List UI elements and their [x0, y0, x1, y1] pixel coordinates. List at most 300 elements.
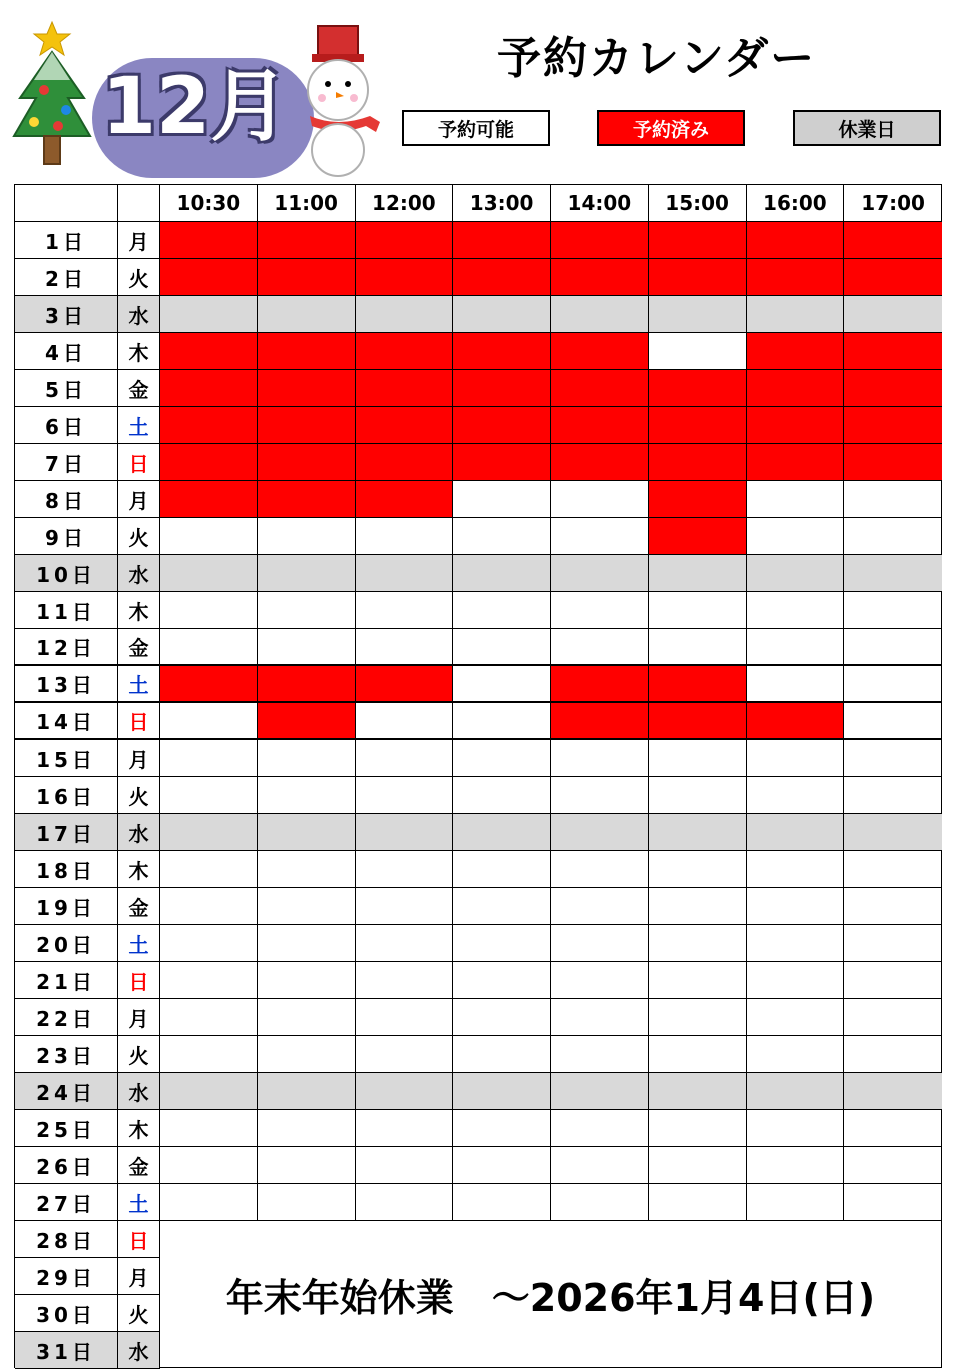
slot-available[interactable] [356, 518, 454, 555]
slot-available[interactable] [160, 518, 258, 555]
holiday-notice: 年末年始休業 ～2026年1月4日(日) [160, 1221, 941, 1367]
day-of-week: 水 [118, 1073, 160, 1110]
slot-booked[interactable] [551, 259, 649, 296]
slot-available[interactable] [844, 851, 942, 888]
slot-closed[interactable] [258, 296, 356, 333]
slot-available[interactable] [356, 999, 454, 1036]
slot-booked[interactable] [551, 222, 649, 259]
slot-available[interactable] [747, 1110, 845, 1147]
slot-available[interactable] [551, 592, 649, 629]
slot-available[interactable] [160, 1110, 258, 1147]
slot-available[interactable] [453, 777, 551, 814]
month-label: 12月 [101, 62, 289, 152]
day-row [15, 629, 941, 666]
day-row [15, 1073, 941, 1110]
slot-booked[interactable] [258, 666, 356, 703]
slot-booked[interactable] [453, 407, 551, 444]
slot-available[interactable] [453, 1184, 551, 1221]
slot-closed[interactable] [844, 1073, 942, 1110]
slot-available[interactable] [844, 999, 942, 1036]
slot-available[interactable] [258, 1036, 356, 1073]
slot-booked[interactable] [160, 333, 258, 370]
slot-booked[interactable] [356, 444, 454, 481]
slot-booked[interactable] [844, 259, 942, 296]
slot-booked[interactable] [747, 259, 845, 296]
slot-available[interactable] [649, 333, 747, 370]
slot-available[interactable] [258, 1184, 356, 1221]
slot-booked[interactable] [258, 703, 356, 740]
slot-booked[interactable] [649, 518, 747, 555]
day-date: 13日 [15, 666, 118, 703]
slot-available[interactable] [551, 777, 649, 814]
slot-available[interactable] [453, 999, 551, 1036]
slot-available[interactable] [551, 925, 649, 962]
slot-booked[interactable] [453, 444, 551, 481]
slot-available[interactable] [551, 851, 649, 888]
slot-closed[interactable] [844, 555, 942, 592]
slot-available[interactable] [747, 999, 845, 1036]
slot-booked[interactable] [551, 703, 649, 740]
slot-booked[interactable] [160, 370, 258, 407]
day-row [15, 1184, 941, 1221]
slot-booked[interactable] [747, 370, 845, 407]
day-of-week: 木 [118, 851, 160, 888]
slot-available[interactable] [747, 740, 845, 777]
slot-available[interactable] [453, 518, 551, 555]
slot-closed[interactable] [356, 296, 454, 333]
slot-available[interactable] [649, 925, 747, 962]
slot-booked[interactable] [160, 666, 258, 703]
day-date: 4日 [15, 333, 118, 370]
slot-booked[interactable] [160, 444, 258, 481]
day-date: 6日 [15, 407, 118, 444]
slot-booked[interactable] [747, 444, 845, 481]
day-of-week: 月 [118, 481, 160, 518]
slot-available[interactable] [747, 777, 845, 814]
slot-available[interactable] [258, 925, 356, 962]
day-date: 20日 [15, 925, 118, 962]
slot-closed[interactable] [747, 296, 845, 333]
slot-available[interactable] [844, 518, 942, 555]
slot-available[interactable] [649, 962, 747, 999]
slot-booked[interactable] [356, 407, 454, 444]
slot-available[interactable] [551, 481, 649, 518]
day-of-week: 水 [118, 296, 160, 333]
slot-available[interactable] [258, 1147, 356, 1184]
slot-available[interactable] [747, 592, 845, 629]
day-date: 12日 [15, 629, 118, 666]
day-row [15, 555, 941, 592]
day-date: 14日 [15, 703, 118, 740]
slot-booked[interactable] [356, 259, 454, 296]
slot-available[interactable] [356, 851, 454, 888]
slot-available[interactable] [258, 777, 356, 814]
time-header: 17:00 [844, 185, 942, 222]
day-of-week: 金 [118, 370, 160, 407]
slot-available[interactable] [258, 888, 356, 925]
slot-available[interactable] [551, 962, 649, 999]
slot-booked[interactable] [258, 444, 356, 481]
slot-closed[interactable] [747, 814, 845, 851]
slot-available[interactable] [258, 518, 356, 555]
day-of-week: 金 [118, 1147, 160, 1184]
slot-available[interactable] [649, 777, 747, 814]
slot-available[interactable] [747, 851, 845, 888]
slot-available[interactable] [356, 888, 454, 925]
slot-closed[interactable] [356, 555, 454, 592]
slot-available[interactable] [356, 1110, 454, 1147]
slot-closed[interactable] [356, 814, 454, 851]
day-of-week: 土 [118, 407, 160, 444]
slot-available[interactable] [258, 740, 356, 777]
day-row [15, 888, 941, 925]
time-header: 13:00 [453, 185, 551, 222]
slot-booked[interactable] [258, 407, 356, 444]
day-of-week: 火 [118, 777, 160, 814]
slot-available[interactable] [160, 777, 258, 814]
day-date: 29日 [15, 1258, 118, 1295]
slot-available[interactable] [844, 666, 942, 703]
slot-available[interactable] [453, 962, 551, 999]
slot-closed[interactable] [649, 814, 747, 851]
day-of-week: 木 [118, 592, 160, 629]
legend-booked: 予約済み [597, 110, 745, 146]
day-date: 31日 [15, 1332, 118, 1369]
day-date: 24日 [15, 1073, 118, 1110]
slot-available[interactable] [160, 999, 258, 1036]
slot-available[interactable] [649, 851, 747, 888]
slot-available[interactable] [258, 851, 356, 888]
slot-booked[interactable] [356, 333, 454, 370]
slot-available[interactable] [844, 1147, 942, 1184]
reservation-calendar [14, 184, 942, 1368]
slot-available[interactable] [551, 888, 649, 925]
day-date: 17日 [15, 814, 118, 851]
slot-available[interactable] [747, 1036, 845, 1073]
day-row [15, 518, 941, 555]
slot-available[interactable] [356, 962, 454, 999]
slot-available[interactable] [649, 629, 747, 666]
slot-booked[interactable] [453, 333, 551, 370]
slot-available[interactable] [551, 518, 649, 555]
slot-closed[interactable] [453, 296, 551, 333]
day-date: 22日 [15, 999, 118, 1036]
slot-booked[interactable] [551, 666, 649, 703]
slot-available[interactable] [551, 999, 649, 1036]
slot-available[interactable] [747, 666, 845, 703]
day-row [15, 296, 941, 333]
slot-available[interactable] [258, 592, 356, 629]
slot-booked[interactable] [160, 481, 258, 518]
slot-closed[interactable] [844, 814, 942, 851]
day-date: 9日 [15, 518, 118, 555]
slot-available[interactable] [844, 1184, 942, 1221]
slot-available[interactable] [258, 999, 356, 1036]
slot-available[interactable] [844, 629, 942, 666]
slot-available[interactable] [160, 1036, 258, 1073]
time-header-row [15, 185, 941, 222]
slot-closed[interactable] [747, 1073, 845, 1110]
header-date-blank [15, 185, 118, 222]
day-row [15, 481, 941, 518]
slot-available[interactable] [160, 962, 258, 999]
slot-available[interactable] [258, 629, 356, 666]
slot-booked[interactable] [258, 333, 356, 370]
slot-booked[interactable] [747, 703, 845, 740]
day-of-week: 日 [118, 1221, 160, 1258]
slot-booked[interactable] [649, 370, 747, 407]
day-of-week: 日 [118, 444, 160, 481]
slot-available[interactable] [844, 703, 942, 740]
slot-available[interactable] [551, 1147, 649, 1184]
slot-available[interactable] [551, 1036, 649, 1073]
slot-booked[interactable] [649, 259, 747, 296]
header-dow-blank [118, 185, 160, 222]
slot-closed[interactable] [649, 296, 747, 333]
slot-available[interactable] [160, 703, 258, 740]
slot-available[interactable] [160, 592, 258, 629]
page-title: 予約カレンダー [497, 33, 817, 84]
slot-available[interactable] [844, 1036, 942, 1073]
slot-available[interactable] [649, 1184, 747, 1221]
day-date: 8日 [15, 481, 118, 518]
day-date: 27日 [15, 1184, 118, 1221]
day-of-week: 水 [118, 814, 160, 851]
slot-available[interactable] [747, 481, 845, 518]
slot-booked[interactable] [844, 370, 942, 407]
slot-available[interactable] [747, 962, 845, 999]
day-date: 15日 [15, 740, 118, 777]
slot-available[interactable] [453, 740, 551, 777]
legend-closed: 休業日 [793, 110, 941, 146]
slot-available[interactable] [844, 592, 942, 629]
slot-closed[interactable] [551, 1073, 649, 1110]
slot-closed[interactable] [160, 296, 258, 333]
slot-booked[interactable] [844, 333, 942, 370]
slot-available[interactable] [160, 1184, 258, 1221]
slot-closed[interactable] [551, 555, 649, 592]
slot-closed[interactable] [747, 555, 845, 592]
slot-available[interactable] [453, 851, 551, 888]
slot-booked[interactable] [844, 407, 942, 444]
slot-booked[interactable] [649, 481, 747, 518]
day-date: 28日 [15, 1221, 118, 1258]
day-row [15, 592, 941, 629]
day-row [15, 740, 941, 777]
slot-booked[interactable] [649, 222, 747, 259]
slot-booked[interactable] [844, 444, 942, 481]
slot-booked[interactable] [356, 222, 454, 259]
slot-available[interactable] [649, 1036, 747, 1073]
slot-closed[interactable] [258, 814, 356, 851]
slot-booked[interactable] [649, 703, 747, 740]
day-row [15, 962, 941, 999]
slot-available[interactable] [649, 1147, 747, 1184]
slot-available[interactable] [649, 1110, 747, 1147]
slot-available[interactable] [649, 888, 747, 925]
slot-closed[interactable] [649, 555, 747, 592]
slot-available[interactable] [747, 518, 845, 555]
slot-booked[interactable] [258, 259, 356, 296]
slot-available[interactable] [453, 925, 551, 962]
slot-available[interactable] [160, 851, 258, 888]
slot-closed[interactable] [160, 1073, 258, 1110]
slot-available[interactable] [453, 888, 551, 925]
day-row [15, 666, 941, 703]
slot-available[interactable] [453, 666, 551, 703]
slot-booked[interactable] [844, 222, 942, 259]
slot-available[interactable] [160, 1147, 258, 1184]
slot-booked[interactable] [160, 259, 258, 296]
slot-available[interactable] [551, 1184, 649, 1221]
slot-available[interactable] [551, 1110, 649, 1147]
slot-booked[interactable] [649, 666, 747, 703]
slot-available[interactable] [747, 888, 845, 925]
slot-booked[interactable] [747, 222, 845, 259]
day-row [15, 925, 941, 962]
slot-available[interactable] [453, 1147, 551, 1184]
slot-available[interactable] [258, 1110, 356, 1147]
time-header: 11:00 [258, 185, 356, 222]
day-of-week: 金 [118, 629, 160, 666]
day-date: 16日 [15, 777, 118, 814]
day-of-week: 土 [118, 666, 160, 703]
day-of-week: 日 [118, 962, 160, 999]
day-date: 18日 [15, 851, 118, 888]
day-of-week: 木 [118, 1110, 160, 1147]
slot-booked[interactable] [356, 481, 454, 518]
slot-available[interactable] [453, 703, 551, 740]
day-of-week: 土 [118, 1184, 160, 1221]
day-row [15, 333, 941, 370]
slot-available[interactable] [356, 592, 454, 629]
slot-booked[interactable] [649, 407, 747, 444]
slot-booked[interactable] [356, 666, 454, 703]
day-of-week: 月 [118, 1258, 160, 1295]
slot-available[interactable] [747, 1184, 845, 1221]
slot-booked[interactable] [747, 333, 845, 370]
slot-available[interactable] [551, 740, 649, 777]
slot-booked[interactable] [356, 370, 454, 407]
slot-closed[interactable] [453, 814, 551, 851]
slot-closed[interactable] [356, 1073, 454, 1110]
slot-closed[interactable] [649, 1073, 747, 1110]
day-row [15, 999, 941, 1036]
day-row [15, 444, 941, 481]
slot-booked[interactable] [453, 370, 551, 407]
slot-available[interactable] [356, 703, 454, 740]
slot-available[interactable] [844, 888, 942, 925]
slot-available[interactable] [844, 740, 942, 777]
slot-available[interactable] [844, 962, 942, 999]
day-row [15, 777, 941, 814]
slot-closed[interactable] [258, 555, 356, 592]
slot-booked[interactable] [551, 370, 649, 407]
slot-available[interactable] [160, 888, 258, 925]
slot-available[interactable] [844, 925, 942, 962]
slot-available[interactable] [160, 629, 258, 666]
day-of-week: 火 [118, 1036, 160, 1073]
day-date: 26日 [15, 1147, 118, 1184]
slot-available[interactable] [453, 1036, 551, 1073]
slot-booked[interactable] [160, 222, 258, 259]
slot-available[interactable] [356, 740, 454, 777]
slot-available[interactable] [356, 925, 454, 962]
slot-available[interactable] [453, 1110, 551, 1147]
day-of-week: 金 [118, 888, 160, 925]
slot-booked[interactable] [551, 407, 649, 444]
slot-available[interactable] [844, 1110, 942, 1147]
slot-closed[interactable] [551, 296, 649, 333]
slot-available[interactable] [356, 1147, 454, 1184]
day-date: 1日 [15, 222, 118, 259]
slot-available[interactable] [258, 962, 356, 999]
slot-booked[interactable] [551, 333, 649, 370]
slot-closed[interactable] [160, 555, 258, 592]
slot-available[interactable] [356, 629, 454, 666]
day-of-week: 火 [118, 259, 160, 296]
slot-available[interactable] [160, 740, 258, 777]
slot-booked[interactable] [453, 259, 551, 296]
slot-available[interactable] [649, 999, 747, 1036]
day-of-week: 日 [118, 703, 160, 740]
slot-available[interactable] [356, 777, 454, 814]
slot-closed[interactable] [160, 814, 258, 851]
slot-closed[interactable] [844, 296, 942, 333]
slot-available[interactable] [453, 592, 551, 629]
slot-booked[interactable] [258, 481, 356, 518]
slot-available[interactable] [356, 1184, 454, 1221]
slot-available[interactable] [356, 1036, 454, 1073]
slot-booked[interactable] [453, 222, 551, 259]
day-date: 3日 [15, 296, 118, 333]
slot-booked[interactable] [551, 444, 649, 481]
slot-booked[interactable] [747, 407, 845, 444]
time-header: 10:30 [160, 185, 258, 222]
day-of-week: 火 [118, 518, 160, 555]
slot-available[interactable] [747, 925, 845, 962]
day-row [15, 407, 941, 444]
slot-available[interactable] [453, 629, 551, 666]
slot-available[interactable] [747, 629, 845, 666]
slot-closed[interactable] [453, 555, 551, 592]
day-of-week: 土 [118, 925, 160, 962]
day-date: 25日 [15, 1110, 118, 1147]
slot-available[interactable] [747, 1147, 845, 1184]
day-of-week: 月 [118, 222, 160, 259]
slot-available[interactable] [649, 740, 747, 777]
slot-available[interactable] [551, 629, 649, 666]
legend-available: 予約可能 [402, 110, 550, 146]
day-row [15, 703, 941, 740]
slot-available[interactable] [160, 925, 258, 962]
slot-booked[interactable] [258, 370, 356, 407]
slot-available[interactable] [844, 481, 942, 518]
slot-available[interactable] [649, 592, 747, 629]
slot-available[interactable] [453, 481, 551, 518]
slot-booked[interactable] [258, 222, 356, 259]
slot-closed[interactable] [551, 814, 649, 851]
day-of-week: 火 [118, 1295, 160, 1332]
day-of-week: 月 [118, 740, 160, 777]
day-of-week: 木 [118, 333, 160, 370]
slot-booked[interactable] [649, 444, 747, 481]
slot-booked[interactable] [160, 407, 258, 444]
slot-available[interactable] [844, 777, 942, 814]
slot-closed[interactable] [453, 1073, 551, 1110]
day-row [15, 851, 941, 888]
slot-closed[interactable] [258, 1073, 356, 1110]
